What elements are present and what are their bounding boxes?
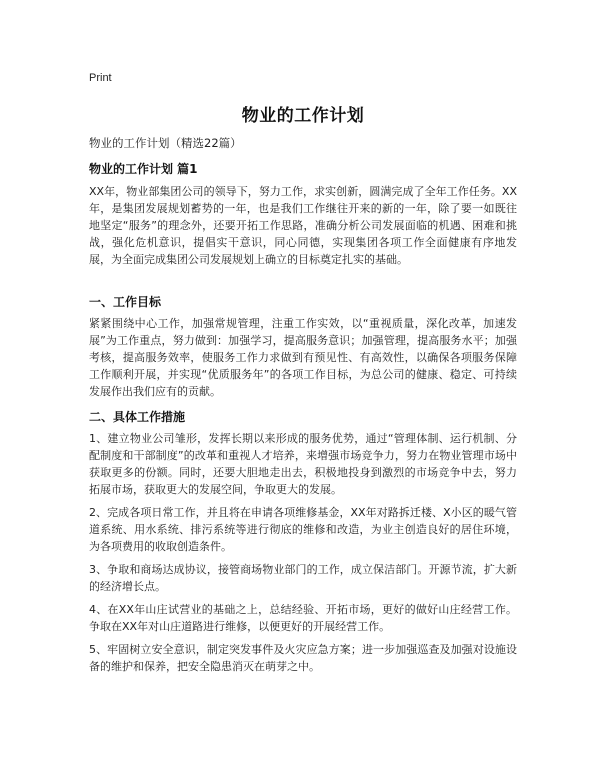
section-measures-heading: 二、具体工作措施 — [89, 410, 186, 424]
document-subtitle: 物业的工作计划（精选22篇） — [89, 136, 242, 150]
article-heading: 物业的工作计划 篇1 — [89, 162, 198, 176]
section-goals-heading: 一、工作目标 — [89, 295, 162, 309]
measure-item-5: 5、牢固树立安全意识，制定突发事件及火灾应急方案；进一步加强巡查及加强对设施设备的维护和保养，把安全隐患消灭在萌芽之中。 — [89, 643, 517, 673]
measure-item-1: 1、建立物业公司雏形，发挥长期以来形成的服务优势，通过“管理体制、运行机制、分配制度和干部制度”的改革和重视人才培养，来增强市场竞争力，努力在物业管理市场中获取更多的份额。同时，还要大胆地走出去，积极地投身到激烈的市场竞争中去，努力拓展市场，获取更大的发展空间，争取更大的发展。 — [89, 432, 517, 496]
document-title: 物业的工作计划 — [241, 106, 365, 126]
intro-paragraph: XX年，物业部集团公司的领导下，努力工作，求实创新，圆满完成了全年工作任务。XX年，是集团发展规划蓄势的一年，也是我们工作继往开来的新的一年，除了要一如既往地坚定“服务”的理念外，还要开拓工作思路，准确分析公司发展面临的机遇、困难和挑战，强化危机意识，提倡实干意识，同心同德，实现集团各项工作全面健康有序地发展，为全面完成集团公司发展规划上确立的目标奠定扎实的基础。 — [89, 185, 517, 266]
section-goals-paragraph: 紧紧围绕中心工作，加强常规管理，注重工作实效，以“重视质量，深化改革，加速发展”为工作重点，努力做到：加强学习，提高服务意识；加强管理，提高服务水平；加强考核，提高服务效率，使服务工作力求做到有预见性、有高效性，以确保各项服务保障工作顺利开展，并实现“优质服务年”的各项工作目标，为总公司的健康、稳定、可持续发展作出我们应有的贡献。 — [89, 317, 517, 398]
measure-item-3: 3、争取和商场达成协议，接管商场物业部门的工作，成立保洁部门。开源节流，扩大新的经济增长点。 — [89, 563, 517, 593]
measure-item-2: 2、完成各项日常工作，并且将在申请各项维修基金，XX年对路拆迁楼、X小区的暖气管道系统、用水系统、排污系统等进行彻底的维修和改造，为业主创造良好的居住环境，为各项费用的收取创造条件。 — [89, 506, 517, 553]
measure-item-4: 4、在XX年山庄试营业的基础之上，总结经验、开拓市场，更好的做好山庄经营工作。争取在XX年对山庄道路进行维修，以便更好的开展经营工作。 — [89, 603, 517, 633]
print-label: Print — [89, 72, 112, 84]
